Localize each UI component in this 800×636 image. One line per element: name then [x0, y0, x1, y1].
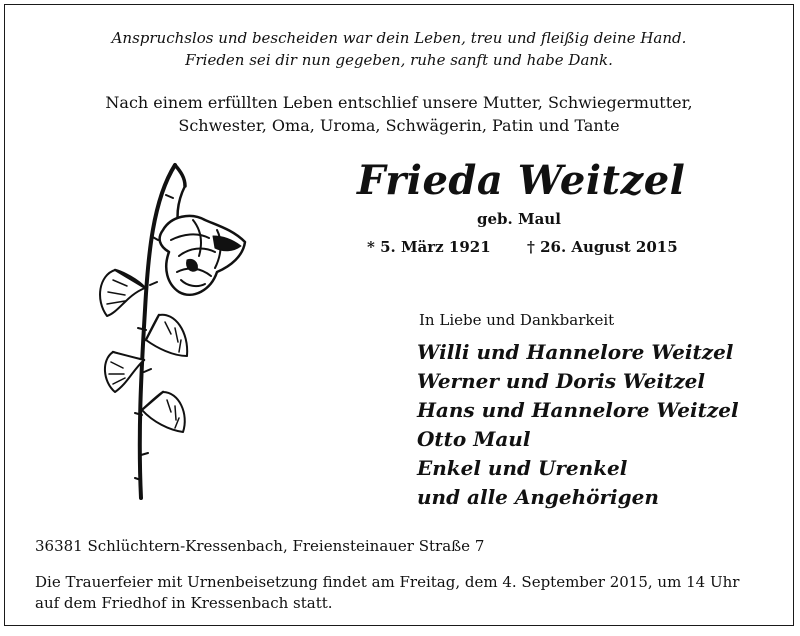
mourners-heading: In Liebe und Dankbarkeit [419, 311, 615, 329]
birth-date: * 5. März 1921 [367, 238, 491, 256]
mourner-name: Hans und Hannelore Weitzel [417, 398, 739, 422]
family-address: 36381 Schlüchtern-Kressenbach, Freiensteinauer Straße 7 [35, 537, 485, 555]
intro-line-1: Nach einem erfüllten Leben entschlief unsere Mutter, Schwiegermutter, [105, 93, 693, 112]
mourner-name: und alle Angehörigen [417, 485, 659, 509]
ceremony-line-2: auf dem Friedhof in Kressenbach statt. [35, 594, 333, 612]
mourner-name: Willi und Hannelore Weitzel [417, 340, 734, 364]
mourner-name: Enkel und Urenkel [417, 456, 628, 480]
motto-line-2: Frieden sei dir nun gegeben, ruhe sanft und habe Dank. [185, 51, 613, 69]
intro-line-2: Schwester, Oma, Uroma, Schwägerin, Patin und Tante [178, 116, 620, 135]
mourner-name: Otto Maul [417, 427, 531, 451]
mourners-list [417, 338, 739, 512]
wilted-rose-icon [93, 160, 268, 505]
deceased-name: Frieda Weitzel [357, 157, 686, 204]
mourner-name: Werner und Doris Weitzel [417, 369, 705, 393]
obituary-notice [4, 4, 794, 626]
death-date: † 26. August 2015 [527, 238, 678, 256]
intro-text [5, 91, 793, 137]
ceremony-line-1: Die Trauerfeier mit Urnenbeisetzung findet am Freitag, dem 4. September 2015, um 14 Uhr [35, 573, 740, 591]
motto-line-1: Anspruchslos und bescheiden war dein Leben, treu und fleißig deine Hand. [111, 29, 687, 47]
motto-verse [5, 27, 793, 71]
ceremony-notice [35, 572, 739, 614]
maiden-name: geb. Maul [477, 210, 561, 228]
